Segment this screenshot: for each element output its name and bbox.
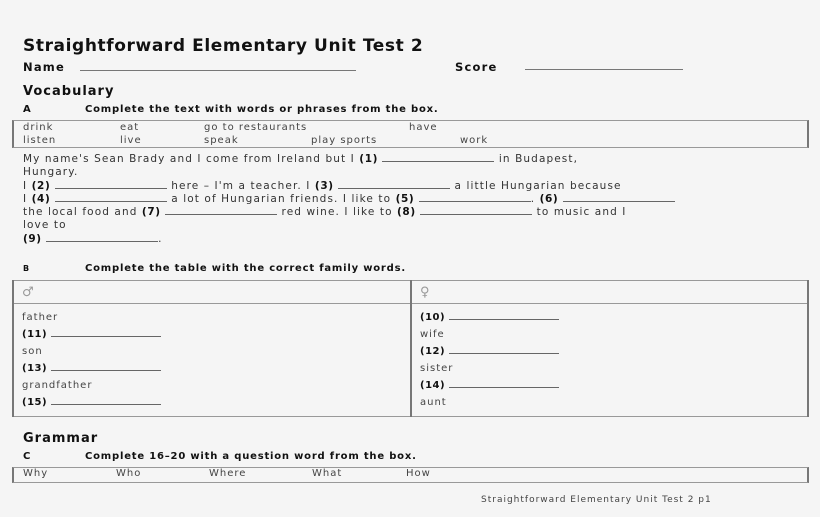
gap-13[interactable] [51, 362, 161, 371]
task-a-text: Complete the text with words or phrases from the box. [85, 104, 439, 115]
female-row-14: (14) [420, 377, 799, 394]
male-row-11: (11) [22, 326, 402, 343]
family-words-table [12, 280, 809, 417]
gap-4[interactable] [55, 193, 167, 202]
male-row-13: (13) [22, 360, 402, 377]
male-row-15: (15) [22, 394, 402, 411]
gap-12[interactable] [449, 345, 559, 354]
gap-number-9: (9) [23, 232, 42, 245]
para-line-5: the local food and (7) red wine. I like to (8) to music and I [23, 206, 627, 219]
word-drink: drink [23, 122, 54, 133]
female-row-sister: sister [420, 363, 454, 374]
word-have: have [409, 122, 438, 133]
para-line-7: (9) . [23, 232, 163, 245]
task-b-instruction [23, 263, 406, 274]
gap-5[interactable] [419, 193, 531, 202]
female-row-10: (10) [420, 309, 799, 326]
word-speak: speak [204, 135, 239, 146]
female-symbol-icon: ♀ [420, 285, 430, 300]
para-line-2: Hungary. [23, 166, 79, 179]
word-box-a [12, 120, 809, 148]
male-symbol-icon: ♂ [22, 285, 34, 300]
name-field[interactable] [80, 61, 356, 71]
grammar-heading: Grammar [23, 431, 99, 446]
name-score-row [23, 60, 723, 74]
gap-number-4: (4) [31, 192, 51, 205]
female-column [411, 304, 808, 417]
name-label: Name [23, 60, 65, 74]
page-title: Straightforward Elementary Unit Test 2 [23, 36, 424, 56]
gap-8[interactable] [420, 206, 532, 215]
gap-1[interactable] [382, 153, 494, 162]
gap-2[interactable] [55, 180, 167, 189]
gap-11[interactable] [51, 328, 161, 337]
task-c-letter: C [23, 451, 32, 462]
gap-9[interactable] [46, 233, 158, 242]
word-why: Why [23, 468, 49, 479]
para-line-3: I (2) here – I'm a teacher. I (3) a little Hungarian because [23, 179, 622, 192]
word-who: Who [116, 468, 142, 479]
word-eat: eat [120, 122, 140, 133]
word-work: work [460, 135, 489, 146]
gap-number-8: (8) [397, 206, 416, 219]
word-box-c [12, 467, 809, 483]
score-label: Score [455, 60, 498, 74]
task-b-letter: B [23, 264, 30, 273]
male-column [13, 304, 411, 417]
task-c-text: Complete 16–20 with a question word from the box. [85, 451, 417, 462]
word-how: How [406, 468, 431, 479]
vocabulary-paragraph [23, 153, 803, 246]
male-header [13, 281, 411, 304]
gap-14[interactable] [449, 379, 559, 388]
gap-10[interactable] [449, 311, 559, 320]
word-go-to-restaurants: go to restaurants [204, 122, 308, 133]
word-play-sports: play sports [311, 135, 378, 146]
gap-3[interactable] [338, 180, 450, 189]
gap-number-6: (6) [539, 192, 559, 205]
task-c-instruction [23, 451, 417, 462]
word-listen: listen [23, 135, 57, 146]
gap-number-2: (2) [31, 179, 51, 192]
score-field[interactable] [525, 60, 683, 70]
gap-number-7: (7) [141, 206, 161, 219]
word-live: live [120, 135, 142, 146]
para-line-4: I (4) a lot of Hungarian friends. I like to (5) . (6) [23, 193, 803, 206]
female-row-12: (12) [420, 343, 799, 360]
para-line-6: love to [23, 219, 67, 232]
male-row-father: father [22, 312, 59, 323]
female-header [411, 281, 808, 304]
gap-number-3: (3) [314, 179, 334, 192]
male-row-son: son [22, 346, 43, 357]
word-where: Where [209, 468, 247, 479]
para-line-1: My name's Sean Brady and I come from Ireland but I (1) in Budapest, [23, 153, 579, 165]
gap-15[interactable] [51, 396, 161, 405]
word-what: What [312, 468, 343, 479]
female-row-aunt: aunt [420, 397, 447, 408]
task-a-letter: A [23, 104, 32, 115]
male-row-grandfather: grandfather [22, 380, 93, 391]
gap-number-1: (1) [359, 153, 379, 165]
task-b-text: Complete the table with the correct family words. [85, 263, 406, 274]
vocabulary-heading: Vocabulary [23, 84, 115, 99]
task-a-instruction [23, 104, 438, 115]
gap-number-5: (5) [395, 192, 415, 205]
page-footer: Straightforward Elementary Unit Test 2 p1 [481, 495, 712, 505]
female-row-wife: wife [420, 329, 445, 340]
gap-7[interactable] [165, 206, 277, 215]
gap-6[interactable] [563, 193, 675, 202]
